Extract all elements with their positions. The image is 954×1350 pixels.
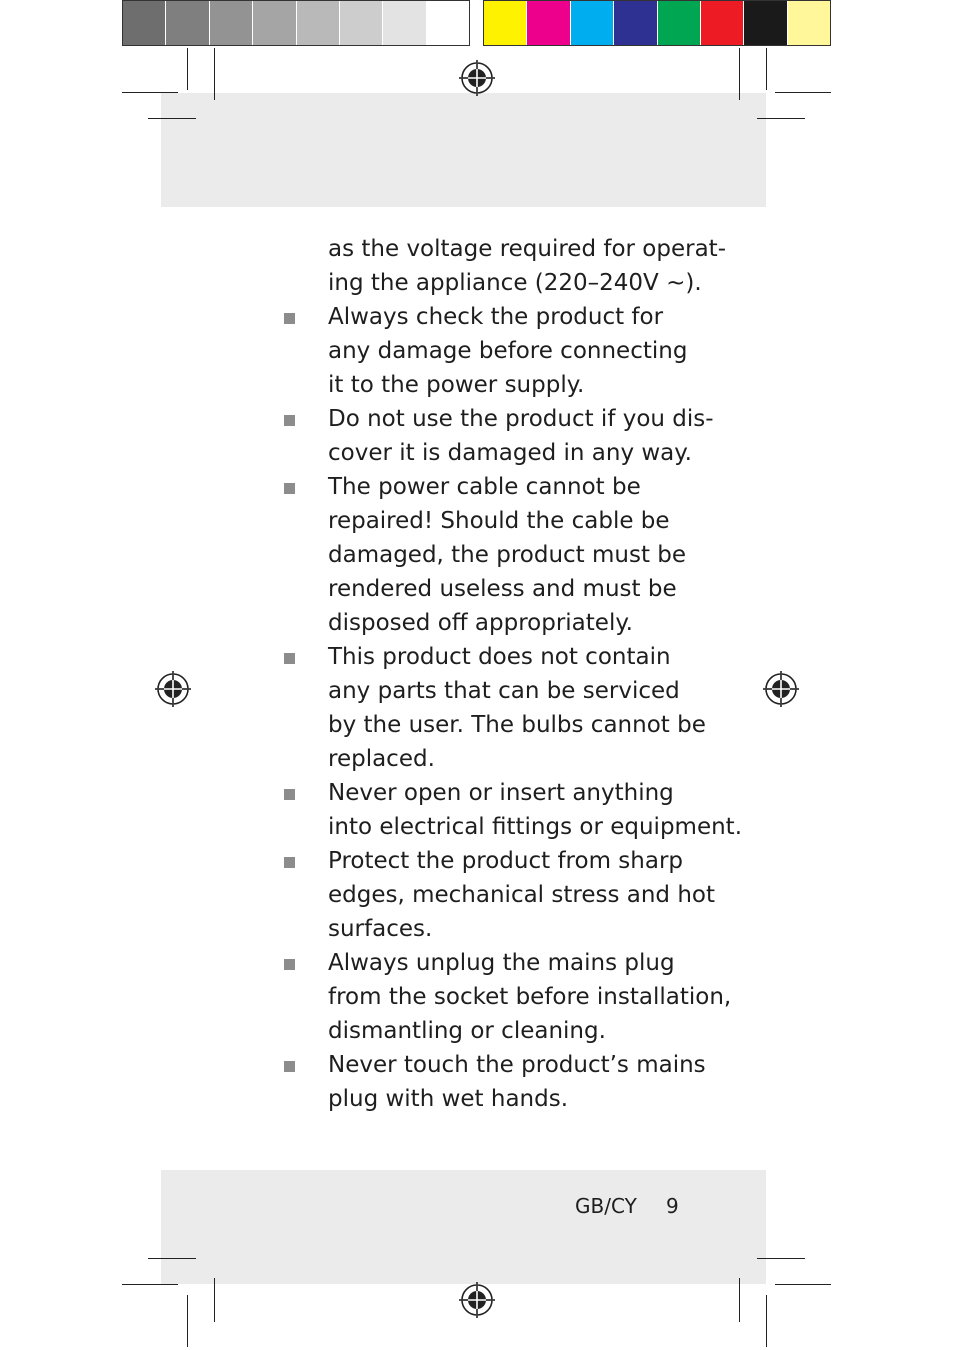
text-line: Protect the product from sharp xyxy=(328,848,684,874)
text-line: This product does not contain xyxy=(328,644,671,670)
text-line: Always unplug the mains plug xyxy=(328,950,675,976)
registration-mark-icon xyxy=(763,671,799,707)
footer-language-code: GB/CY xyxy=(575,1194,637,1218)
text-line: plug with wet hands. xyxy=(328,1086,569,1112)
gray-swatch xyxy=(166,1,209,45)
text-line: ing the appliance (220–240V ~). xyxy=(328,270,702,296)
color-swatch xyxy=(527,1,570,45)
color-swatch xyxy=(701,1,744,45)
crop-mark xyxy=(757,118,805,119)
crop-mark xyxy=(214,48,215,100)
crop-mark xyxy=(739,1278,740,1322)
registration-mark-icon xyxy=(155,671,191,707)
crop-mark xyxy=(122,92,178,93)
color-calibration-bar xyxy=(483,0,831,46)
crop-mark xyxy=(775,92,831,93)
text-line: Always check the product for xyxy=(328,304,664,330)
color-swatch xyxy=(788,1,830,45)
registration-mark-icon xyxy=(459,60,495,96)
text-line: into electrical fittings or equipment. xyxy=(328,814,743,840)
text-line: by the user. The bulbs cannot be xyxy=(328,712,706,738)
gray-swatch xyxy=(340,1,383,45)
list-item xyxy=(280,402,714,470)
gray-swatch xyxy=(427,1,469,45)
continued-paragraph xyxy=(280,232,726,300)
list-item xyxy=(280,640,706,776)
square-bullet-icon xyxy=(284,313,295,324)
list-item xyxy=(280,1048,706,1116)
color-swatch xyxy=(614,1,657,45)
crop-mark xyxy=(739,48,740,100)
list-item xyxy=(280,946,732,1048)
text-line: as the voltage required for operat- xyxy=(328,236,726,262)
list-item xyxy=(280,300,700,402)
crop-mark xyxy=(148,118,196,119)
crop-mark xyxy=(122,1284,178,1285)
square-bullet-icon xyxy=(284,959,295,970)
text-line: rendered useless and must be xyxy=(328,576,677,602)
square-bullet-icon xyxy=(284,415,295,426)
square-bullet-icon xyxy=(284,789,295,800)
color-swatch xyxy=(658,1,701,45)
text-line: surfaces. xyxy=(328,916,433,942)
text-line: cover it is damaged in any way. xyxy=(328,440,692,466)
crop-mark xyxy=(766,48,767,90)
text-line: disposed off appropriately. xyxy=(328,610,633,636)
square-bullet-icon xyxy=(284,1061,295,1072)
gray-swatch xyxy=(210,1,253,45)
text-line: any damage before connecting xyxy=(328,338,688,364)
text-line: edges, mechanical stress and hot xyxy=(328,882,716,908)
text-line: dismantling or cleaning. xyxy=(328,1018,606,1044)
text-line: any parts that can be serviced xyxy=(328,678,680,704)
grayscale-calibration-bar xyxy=(122,0,470,46)
registration-mark-icon xyxy=(459,1282,495,1318)
color-swatch xyxy=(571,1,614,45)
crop-mark xyxy=(187,1295,188,1347)
gray-swatch xyxy=(253,1,296,45)
gray-swatch xyxy=(297,1,340,45)
crop-mark xyxy=(187,48,188,90)
page-number: 9 xyxy=(666,1194,679,1218)
crop-mark xyxy=(766,1295,767,1347)
text-line: damaged, the product must be xyxy=(328,542,687,568)
color-swatch xyxy=(744,1,787,45)
square-bullet-icon xyxy=(284,483,295,494)
text-line: from the socket before installation, xyxy=(328,984,732,1010)
list-item xyxy=(280,844,716,946)
square-bullet-icon xyxy=(284,857,295,868)
text-line: it to the power supply. xyxy=(328,372,585,398)
text-line: The power cable cannot be xyxy=(328,474,641,500)
crop-mark xyxy=(148,1258,196,1259)
footer-band xyxy=(161,1170,766,1284)
crop-mark xyxy=(214,1278,215,1322)
text-line: Never open or insert anything xyxy=(328,780,674,806)
crop-mark xyxy=(775,1284,831,1285)
header-band xyxy=(161,93,766,207)
color-swatch xyxy=(484,1,527,45)
text-line: Never touch the product’s mains xyxy=(328,1052,706,1078)
gray-swatch xyxy=(383,1,426,45)
square-bullet-icon xyxy=(284,653,295,664)
crop-mark xyxy=(757,1258,805,1259)
text-line: Do not use the product if you dis- xyxy=(328,406,714,432)
list-item xyxy=(280,470,700,640)
text-line: replaced. xyxy=(328,746,435,772)
list-item xyxy=(280,776,743,844)
safety-instructions xyxy=(280,232,743,1116)
gray-swatch xyxy=(123,1,166,45)
text-line: repaired! Should the cable be xyxy=(328,508,670,534)
